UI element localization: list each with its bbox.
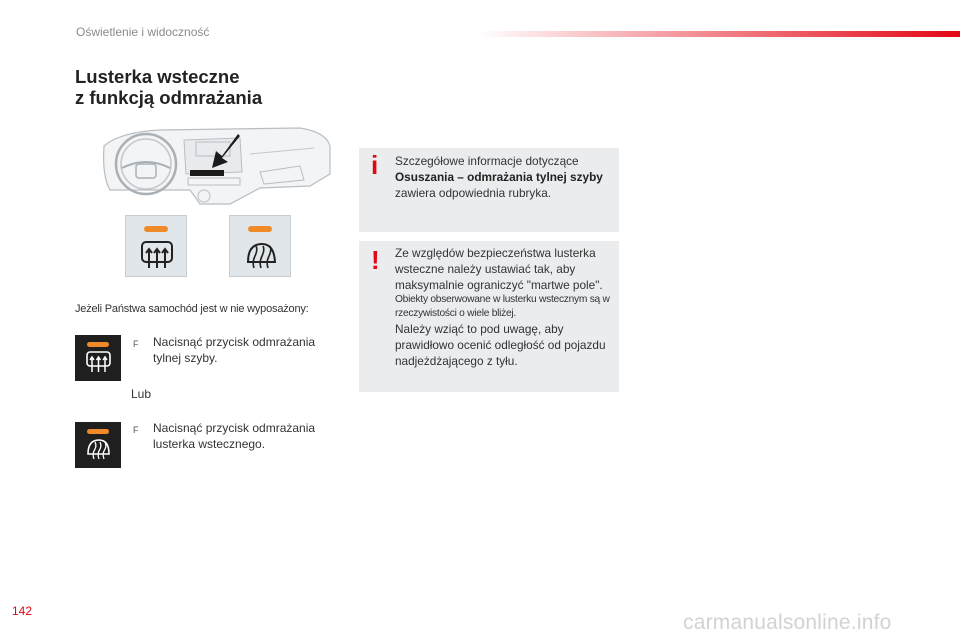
step-rear-window: [133, 334, 343, 366]
indicator-led: [87, 429, 109, 434]
info-text-after: zawiera odpowiednia rubryka.: [395, 186, 552, 200]
step-bullet: F: [133, 339, 139, 349]
step-text: Nacisnąć przycisk odmrażania tylnej szyby.: [153, 335, 316, 365]
warning-icon: !: [371, 245, 380, 275]
info-note-body: [395, 153, 613, 201]
header-accent-bar: [478, 31, 960, 37]
step-bullet: F: [133, 425, 139, 435]
page-title-line2: z funkcją odmrażania: [75, 87, 263, 108]
step-mirror: [133, 420, 343, 452]
page-title: [75, 66, 262, 108]
rear-window-defrost-button: [75, 335, 121, 381]
warning-paragraph-2: Obiekty obserwowane w lusterku wstecznym są w rzeczywistości o wiele bliżej.: [395, 294, 610, 319]
indicator-led: [248, 226, 272, 232]
warning-paragraph-1: Ze względów bezpieczeństwa lusterka wsteczne należy ustawiać tak, aby maksymalnie ograniczyć "martwe pole".: [395, 246, 603, 292]
or-label: Lub: [131, 387, 152, 401]
mirror-defrost-button: [75, 422, 121, 468]
watermark: carmanualsonline.info: [683, 611, 892, 634]
rear-window-defrost-icon: [140, 240, 174, 270]
rear-window-defrost-icon: [86, 351, 111, 373]
indicator-led: [87, 342, 109, 347]
indicator-led: [144, 226, 168, 232]
warning-note: [359, 241, 619, 392]
section-header: Oświetlenie i widoczność: [76, 25, 210, 39]
mirror-defrost-button-illustration: [229, 215, 291, 277]
intro-text: Jeżeli Państwa samochód jest w nie wyposażony:: [75, 303, 309, 315]
info-icon: i: [371, 150, 379, 180]
warning-note-body: [395, 245, 613, 369]
rear-window-defrost-button-illustration: [125, 215, 187, 277]
info-text-bold: Osuszania – odmrażania tylnej szyby: [395, 170, 603, 184]
info-text-before: Szczegółowe informacje dotyczące: [395, 154, 579, 168]
step-text: Nacisnąć przycisk odmrażania lusterka wstecznego.: [153, 421, 316, 451]
info-note: [359, 148, 619, 232]
warning-paragraph-3: Należy wziąć to pod uwagę, aby prawidłowo ocenić odległość od pojazdu nadjeżdżającego z tyłu.: [395, 322, 606, 368]
page-number: 142: [12, 604, 33, 618]
mirror-defrost-icon: [86, 438, 111, 460]
mirror-defrost-icon: [244, 240, 278, 270]
page-title-line1: Lusterka wsteczne: [75, 66, 240, 87]
dashboard-illustration: [100, 126, 332, 210]
